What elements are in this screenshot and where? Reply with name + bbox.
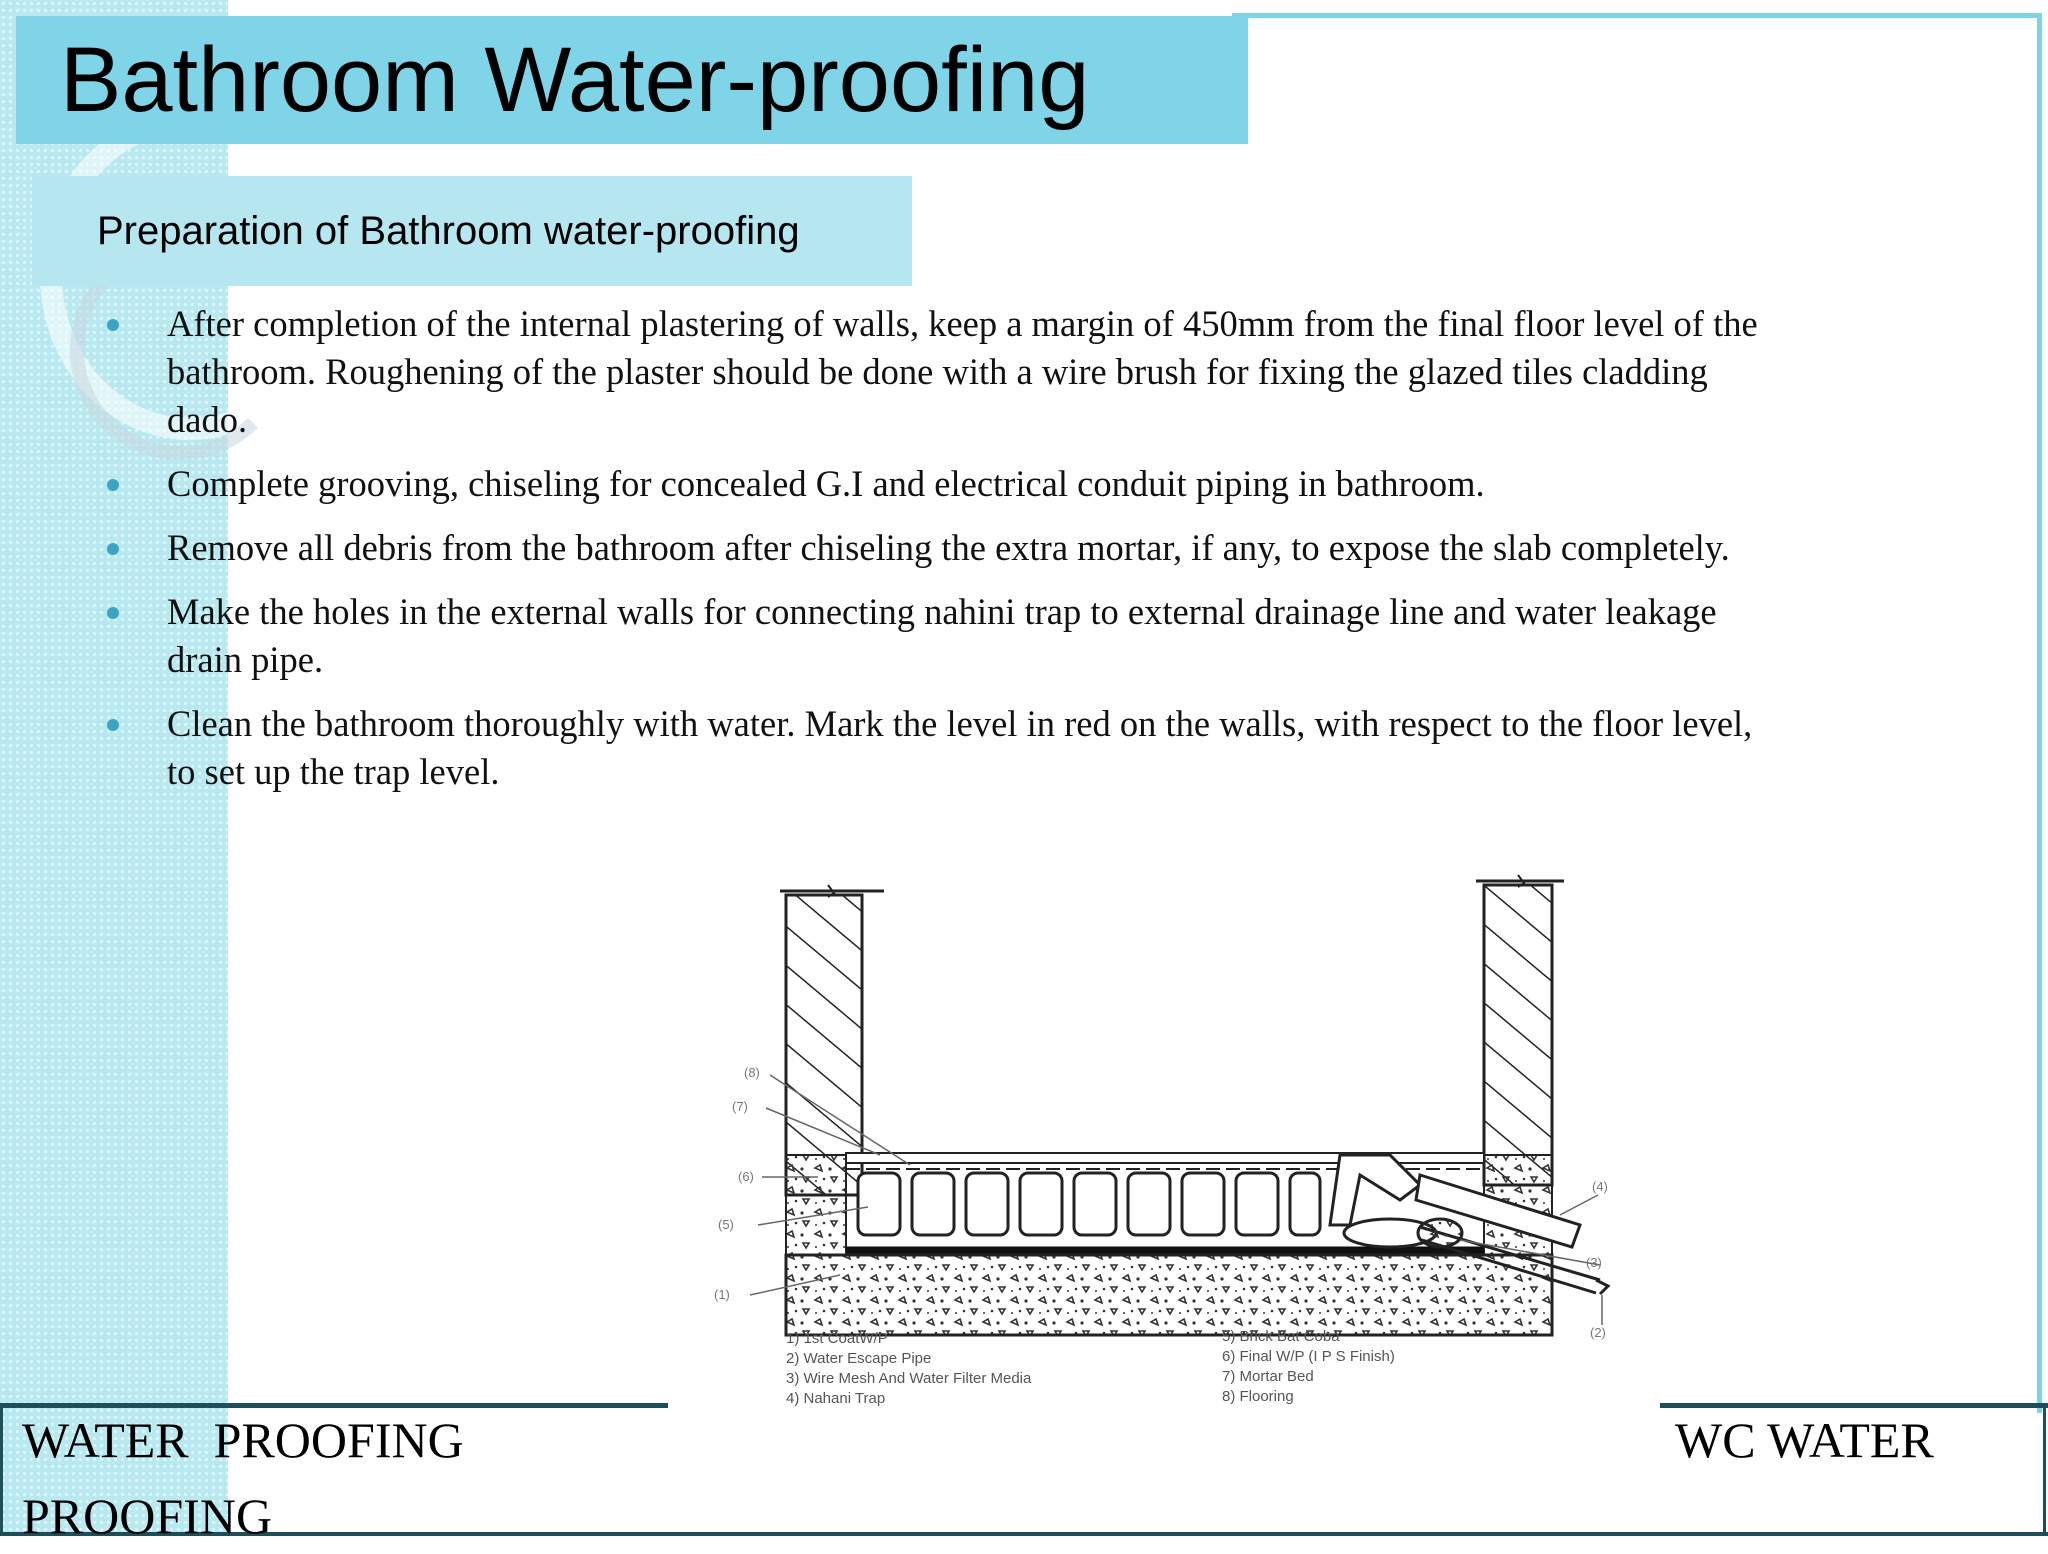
legend-item: 1) 1st CoatW/P bbox=[786, 1330, 888, 1347]
bullet-text: After completion of the internal plastering of walls, keep a margin of 450mm from the final floor level of the bathroom. Roughening of the plaster should be done with a wire brush for fixing the glazed tiles cladding dado. bbox=[167, 303, 1758, 440]
footer-left-label: WATER PROOFING PROOFING bbox=[22, 1412, 464, 1544]
bullet-text: Clean the bathroom thoroughly with water. Mark the level in red on the walls, with respect to the floor level, to set up the trap level. bbox=[167, 703, 1753, 792]
bullet-item bbox=[100, 300, 1760, 444]
legend-item: 3) Wire Mesh And Water Filter Media bbox=[786, 1370, 1032, 1387]
legend-item: 4) Nahani Trap bbox=[786, 1390, 886, 1407]
callout-7: (7) bbox=[732, 1099, 748, 1114]
bathroom-section-diagram bbox=[700, 855, 1640, 1415]
bullet-item bbox=[100, 588, 1760, 684]
footer-left-border bbox=[0, 1406, 3, 1536]
legend-item: 6) Final W/P (I P S Finish) bbox=[1222, 1348, 1395, 1365]
bullet-dot-icon bbox=[107, 479, 119, 491]
frame-top-border bbox=[1232, 13, 2042, 18]
callout-6: (6) bbox=[738, 1169, 754, 1184]
concrete-slab bbox=[786, 1255, 1552, 1335]
bullet-dot-icon bbox=[107, 543, 119, 555]
diagram-legend bbox=[786, 1328, 1395, 1407]
footer-right-border bbox=[2043, 1406, 2046, 1536]
bullet-list bbox=[100, 300, 1760, 812]
footer-right-label: WC WATER bbox=[1675, 1412, 1934, 1468]
bullet-dot-icon bbox=[107, 319, 119, 331]
callout-5: (5) bbox=[718, 1217, 734, 1232]
legend-item: 7) Mortar Bed bbox=[1222, 1368, 1314, 1385]
callout-1: (1) bbox=[714, 1287, 730, 1302]
legend-item: 2) Water Escape Pipe bbox=[786, 1350, 932, 1367]
slide-subtitle: Preparation of Bathroom water-proofing bbox=[97, 209, 800, 253]
frame-right-border bbox=[2037, 13, 2042, 1413]
right-wall bbox=[1476, 875, 1564, 1185]
left-wall bbox=[780, 885, 884, 1195]
slide-title: Bathroom Water-proofing bbox=[60, 29, 1090, 131]
bullet-item bbox=[100, 460, 1760, 508]
side-fill-left bbox=[786, 1155, 846, 1255]
bullet-text: Make the holes in the external walls for connecting nahini trap to external drainage line and water leakage drain pipe. bbox=[167, 591, 1717, 680]
callout-3: (3) bbox=[1586, 1255, 1602, 1270]
bullet-item bbox=[100, 524, 1760, 572]
bullet-dot-icon bbox=[107, 719, 119, 731]
callout-4: (4) bbox=[1592, 1179, 1608, 1194]
bullet-item bbox=[100, 700, 1760, 796]
callout-2: (2) bbox=[1590, 1325, 1606, 1340]
brick-bat-coba bbox=[858, 1173, 1320, 1235]
legend-item: 8) Flooring bbox=[1222, 1388, 1294, 1405]
legend-item: 5) Brick Bat Coba bbox=[1222, 1328, 1340, 1345]
bullet-text: Complete grooving, chiseling for concealed G.I and electrical conduit piping in bathroom. bbox=[167, 463, 1485, 504]
bullet-text: Remove all debris from the bathroom after chiseling the extra mortar, if any, to expose the slab completely. bbox=[167, 527, 1730, 568]
bullet-dot-icon bbox=[107, 607, 119, 619]
callout-8: (8) bbox=[744, 1065, 760, 1080]
